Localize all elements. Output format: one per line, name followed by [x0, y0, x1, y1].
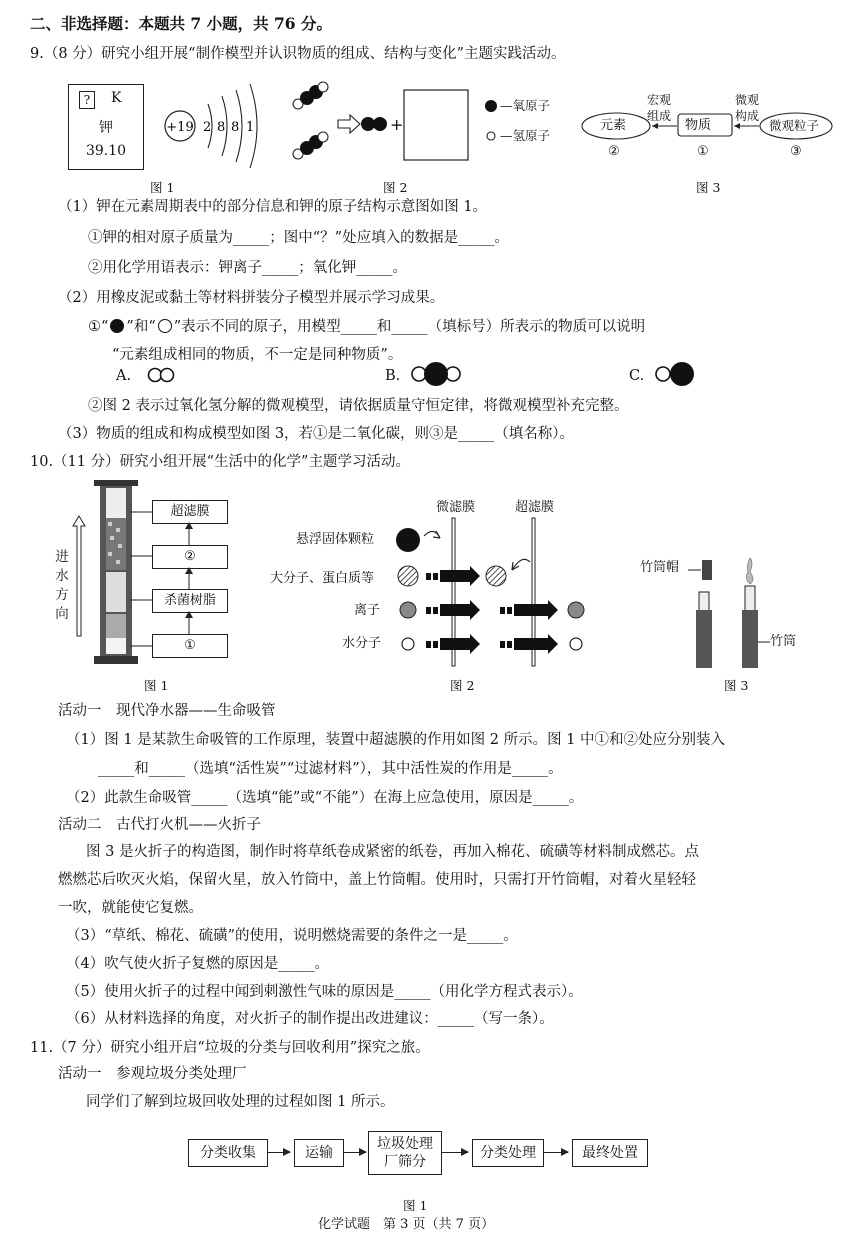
q9-option-c-label: C. — [629, 368, 645, 384]
q11-intro: 同学们了解到垃圾回收处理的过程如图 1 所示。 — [86, 1094, 395, 1110]
q9-part1b: ②用化学用语表示：钾离子_____；氧化钾_____。 — [88, 260, 407, 276]
q10-fig1-resin-box: 杀菌树脂 — [152, 589, 228, 613]
svg-text:+: + — [390, 115, 404, 134]
q10-stem: 10.（11 分）研究小组开展“生活中的化学”主题学习活动。 — [30, 454, 410, 470]
q9-option-a-label: A. — [116, 368, 132, 384]
q9-fig3-micro-label-2: 构成 — [735, 109, 760, 123]
shell-1: 2 — [203, 120, 212, 135]
q9-option-b-label: B. — [385, 368, 401, 384]
q10-activity-1: 活动一 现代净水器——生命吸管 — [58, 703, 276, 719]
q9-part1: （1）钾在元素周期表中的部分信息和钾的原子结构示意图如图 1。 — [58, 199, 488, 215]
q10-activity-2: 活动二 古代打火机——火折子 — [58, 817, 261, 833]
q9-part2a-cont: “元素组成相同的物质，不一定是同种物质”。 — [112, 347, 403, 363]
q9-stem: 9.（8 分）研究小组开展“制作模型并认识物质的组成、结构与变化”主题实践活动。 — [30, 46, 566, 62]
shell-2: 8 — [217, 120, 226, 135]
q9-fig2-legend-oxygen: —氧原子 — [500, 98, 551, 113]
q9-fig3-macro-label-2: 组成 — [647, 109, 672, 123]
up-arrow-icon — [72, 516, 86, 636]
q9-fig1-symbol: K — [111, 90, 122, 106]
q11-flow-step-final: 最终处置 — [572, 1139, 648, 1167]
q10-fig2-row-suspended: 悬浮固体颗粒 — [296, 532, 375, 547]
q10-part1-cont: _____和_____（选填“活性炭”“过滤材料”），其中活性炭的作用是_____。 — [98, 761, 563, 777]
q10-fig2-row-ion: 离子 — [354, 603, 381, 618]
flow-arrow-icon — [268, 1152, 290, 1153]
q10-fig1-layer-2-box: ② — [152, 545, 228, 569]
black-atom-icon — [110, 319, 124, 333]
q10-part3: （3）“草纸、棉花、硫磺”的使用，说明燃烧需要的条件之一是_____。 — [66, 928, 518, 944]
q9-fig1-question-box: ? — [79, 91, 95, 109]
flow-arrow-icon — [544, 1152, 568, 1153]
q9-fig2-caption: 图 2 — [383, 180, 408, 195]
q9-fig1-periodic-cell — [68, 84, 144, 170]
q9-option-a-model — [146, 364, 186, 386]
white-atom-icon — [158, 319, 172, 333]
q10-fig3-caption: 图 3 — [724, 678, 749, 693]
q10-intro-line3: 一吹，就能使它复燃。 — [58, 900, 203, 916]
section-heading: 二、非选择题：本题共 7 小题，共 76 分。 — [30, 14, 332, 33]
q10-part6: （6）从材料选择的角度，对火折子的制作提出改进建议：_____（写一条）。 — [66, 1011, 554, 1027]
shell-3: 8 — [231, 120, 240, 135]
flow-arrow-icon — [344, 1152, 366, 1153]
q10-fig3-cap-label: 竹筒帽 — [640, 560, 680, 575]
q11-stem: 11.（7 分）研究小组开启“垃圾的分类与回收利用”探究之旅。 — [30, 1040, 430, 1056]
q10-fig2-ultra-label: 超滤膜 — [515, 500, 555, 515]
q9-fig3-macro-label-1: 宏观 — [647, 93, 672, 107]
q10-part4: （4）吹气使火折子复燃的原因是_____。 — [66, 956, 329, 972]
q10-fig2-row-macromolecule: 大分子、蛋白质等 — [270, 571, 375, 586]
flow-arrow-icon — [442, 1152, 468, 1153]
q10-fig2-membrane-diagram — [390, 518, 600, 670]
reaction-arrow — [338, 115, 360, 133]
q10-fig2-micro-label: 微滤膜 — [436, 500, 476, 515]
q9-option-c-model — [654, 362, 704, 386]
q10-fig2-row-water: 水分子 — [342, 636, 382, 651]
q9-part2a: ①“ ”和“ ”表示不同的原子，用模型_____和_____（填标号）所表示的物质可以说明 — [88, 319, 646, 335]
q11-flow-step-sorting: 分类处理 — [472, 1139, 544, 1167]
q9-fig3-micro-label-1: 微观 — [735, 93, 760, 107]
q9-fig1-name: 钾 — [99, 120, 113, 136]
q10-fig3-firestarter-diagram — [684, 558, 774, 670]
q9-fig3-element: 元素 — [600, 118, 627, 133]
q10-fig3-tube-label: 竹筒 — [770, 634, 797, 649]
q10-fig1-leader-lines — [130, 500, 154, 660]
q9-fig3-num-2: ② — [608, 144, 620, 159]
oxygen-atom-legend-icon — [485, 100, 497, 112]
q10-fig1-layer-1-box: ① — [152, 634, 228, 658]
blank-answer-box — [404, 90, 468, 160]
q9-fig3-caption: 图 3 — [696, 180, 721, 195]
q9-part2: （2）用橡皮泥或黏土等材料拼装分子模型并展示学习成果。 — [58, 290, 445, 306]
q10-fig1-caption: 图 1 — [144, 678, 169, 693]
q9-fig3-micro-particle: 微观粒子 — [769, 118, 820, 133]
q11-flow-step-transport: 运输 — [294, 1139, 344, 1167]
q10-part5: （5）使用火折子的过程中闻到刺激性气味的原因是_____（用化学方程式表示）。 — [66, 984, 583, 1000]
q10-part1: （1）图 1 是某款生命吸管的工作原理，装置中超滤膜的作用如图 2 所示。图 1 中①和②处应分别装入 — [66, 732, 726, 748]
q10-intro-line2: 燃燃芯后吹灭火焰，保留火星，放入竹筒中，盖上竹筒帽。使用时，只需打开竹筒帽，对着火星轻轻 — [58, 872, 696, 888]
q10-fig2-caption: 图 2 — [450, 678, 475, 693]
q10-fig1-box-arrows — [182, 522, 196, 636]
q9-fig1-caption: 图 1 — [150, 180, 175, 195]
q11-fig1-caption: 图 1 — [403, 1198, 428, 1213]
q9-fig3-num-3: ③ — [790, 144, 802, 159]
q11-activity-1: 活动一 参观垃圾分类处理厂 — [58, 1066, 247, 1082]
q9-fig3-num-1: ① — [697, 144, 709, 159]
q9-fig1-atom-diagram — [160, 82, 270, 172]
nucleus-charge: +19 — [166, 120, 194, 135]
q9-part2b: ②图 2 表示过氧化氢分解的微观模型，请依据质量守恒定律，将微观模型补充完整。 — [88, 398, 629, 414]
page-footer: 化学试题 第 3 页（共 7 页） — [318, 1217, 495, 1232]
shell-4: 1 — [246, 120, 255, 135]
q9-part3: （3）物质的组成和构成模型如图 3，若①是二氧化碳，则③是_____（填名称）。 — [58, 426, 575, 442]
q9-part1a: ①钾的相对原子质量为_____；图中“？”处应填入的数据是_____。 — [88, 230, 509, 246]
q9-option-b-model — [410, 362, 470, 386]
q10-intro-line1: 图 3 是火折子的构造图，制作时将草纸卷成紧密的纸卷，再加入棉花、硫磺等材料制成燃芯。点 — [86, 844, 699, 860]
hydrogen-atom-legend-icon — [487, 132, 495, 140]
q11-flow-step-collect: 分类收集 — [188, 1139, 268, 1167]
q9-fig2-legend-hydrogen: —氢原子 — [500, 128, 551, 143]
q9-fig3-substance: 物质 — [685, 118, 712, 133]
q11-flow-step-screening: 垃圾处理 厂筛分 — [368, 1131, 442, 1175]
q10-part2: （2）此款生命吸管_____（选填“能”或“不能”）在海上应急使用，原因是_____。 — [66, 790, 584, 806]
q9-fig1-mass: 39.10 — [85, 143, 127, 159]
q10-fig1-ultrafiltration-box: 超滤膜 — [152, 500, 228, 524]
q10-fig1-direction-label: 进 水 方 向 — [55, 549, 69, 622]
